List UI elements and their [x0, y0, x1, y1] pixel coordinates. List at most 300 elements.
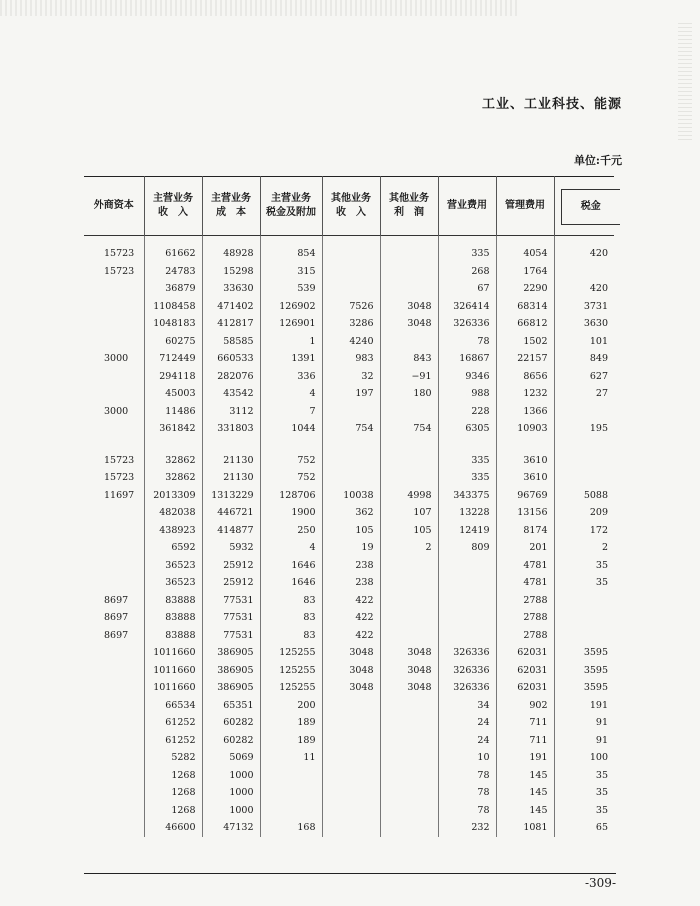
table-cell: 35: [554, 784, 614, 802]
table-cell: −91: [380, 368, 438, 386]
table-cell: [380, 452, 438, 470]
table-row: [84, 315, 614, 333]
table-cell: 326336: [438, 662, 496, 680]
table-cell: 24: [438, 714, 496, 732]
column-header-line: 其他业务: [389, 193, 429, 204]
table-cell: 250: [260, 522, 322, 540]
table-cell: 386905: [202, 662, 260, 680]
table-cell: 16867: [438, 350, 496, 368]
table-cell: [554, 263, 614, 281]
table-cell: [380, 627, 438, 645]
table-cell: 627: [554, 368, 614, 386]
table-cell: 335: [438, 452, 496, 470]
table-cell: 282076: [202, 368, 260, 386]
table-cell: 197: [322, 385, 380, 403]
table-cell: 10: [438, 749, 496, 767]
table-cell: 32: [322, 368, 380, 386]
table-cell: 43542: [202, 385, 260, 403]
table-cell: 22157: [496, 350, 554, 368]
table-row: [84, 403, 614, 421]
statistics-table: [84, 176, 614, 837]
table-cell: 15298: [202, 263, 260, 281]
table-row: [84, 644, 614, 662]
table-cell: 180: [380, 385, 438, 403]
table-row: [84, 592, 614, 610]
table-cell: 446721: [202, 504, 260, 522]
table-cell: 362: [322, 504, 380, 522]
table-cell: [322, 469, 380, 487]
table-cell: [322, 697, 380, 715]
table-cell: [84, 749, 144, 767]
table-cell: [84, 280, 144, 298]
table-cell: 83888: [144, 592, 202, 610]
column-header: [202, 177, 260, 236]
table-cell: [380, 263, 438, 281]
table-cell: [554, 452, 614, 470]
table-cell: 471402: [202, 298, 260, 316]
table-cell: 1313229: [202, 487, 260, 505]
table-cell: 45003: [144, 385, 202, 403]
table-cell: [438, 438, 496, 452]
table-row: [84, 280, 614, 298]
table-cell: 83888: [144, 627, 202, 645]
table-cell: 7526: [322, 298, 380, 316]
table-row: [84, 539, 614, 557]
table-cell: 4054: [496, 245, 554, 263]
table-cell: 1011660: [144, 679, 202, 697]
table-cell: 78: [438, 333, 496, 351]
table-cell: 3048: [380, 315, 438, 333]
table-cell: 126902: [260, 298, 322, 316]
table-cell: 8697: [104, 629, 129, 641]
table-cell: 172: [554, 522, 614, 540]
table-cell: 5932: [202, 539, 260, 557]
table-cell: [322, 403, 380, 421]
table-cell: 107: [380, 504, 438, 522]
table-cell: 19: [322, 539, 380, 557]
table-cell: 25912: [202, 557, 260, 575]
table-row: [84, 350, 614, 368]
table-cell: 13156: [496, 504, 554, 522]
table-cell: [322, 732, 380, 750]
table-cell: 238: [322, 557, 380, 575]
table-cell: 326336: [438, 679, 496, 697]
table-cell: 125255: [260, 644, 322, 662]
table-cell: 10903: [496, 420, 554, 438]
table-cell: 3048: [322, 679, 380, 697]
table-cell: 34: [438, 697, 496, 715]
table-cell: [322, 245, 380, 263]
table-cell: 3610: [496, 469, 554, 487]
table-row: [84, 438, 614, 452]
table-row: [84, 697, 614, 715]
table-cell: 268: [438, 263, 496, 281]
table-cell: 61252: [144, 732, 202, 750]
table-cell: 414877: [202, 522, 260, 540]
table-row: [84, 333, 614, 351]
table-row: [84, 298, 614, 316]
table-cell: 27: [554, 385, 614, 403]
table-cell: 195: [554, 420, 614, 438]
table-cell: 1900: [260, 504, 322, 522]
table-cell: [380, 574, 438, 592]
table-cell: 189: [260, 732, 322, 750]
table-cell: [84, 315, 144, 333]
table-cell: 15723: [104, 454, 135, 466]
table-cell: 4: [260, 539, 322, 557]
column-header: [144, 177, 202, 236]
table-row: [84, 557, 614, 575]
table-cell: [322, 802, 380, 820]
table-cell: 8697: [104, 594, 129, 606]
table-row: [84, 245, 614, 263]
table-cell: 335: [438, 245, 496, 263]
table-cell: [84, 679, 144, 697]
table-cell: [380, 819, 438, 837]
table-cell: [554, 403, 614, 421]
table-cell: [380, 438, 438, 452]
table-cell: 420: [554, 245, 614, 263]
table-cell: 660533: [202, 350, 260, 368]
table-cell: 36523: [144, 574, 202, 592]
table-cell: 60275: [144, 333, 202, 351]
table-cell: 988: [438, 385, 496, 403]
table-cell: [438, 574, 496, 592]
table-cell: 343375: [438, 487, 496, 505]
table-cell: 77531: [202, 592, 260, 610]
column-header-line: 收 入: [336, 207, 366, 218]
table-cell: 145: [496, 802, 554, 820]
table-cell: 1000: [202, 784, 260, 802]
table-cell: 209: [554, 504, 614, 522]
table-cell: [438, 609, 496, 627]
table-cell: 35: [554, 767, 614, 785]
table-cell: 8697: [104, 612, 129, 623]
table-cell: 105: [322, 522, 380, 540]
table-cell: 335: [438, 469, 496, 487]
table-cell: [84, 784, 144, 802]
table-row: [84, 784, 614, 802]
table-cell: 60282: [202, 732, 260, 750]
table-cell: [380, 732, 438, 750]
table-cell: 168: [260, 819, 322, 837]
table-cell: 83: [260, 627, 322, 645]
table-cell: 1232: [496, 385, 554, 403]
table-cell: 78: [438, 784, 496, 802]
table-cell: 1108458: [144, 298, 202, 316]
table-cell: 3000: [104, 353, 129, 364]
table-cell: 336: [260, 368, 322, 386]
table-cell: [380, 802, 438, 820]
column-header-line: 主营业务: [211, 193, 251, 204]
table-cell: 1000: [202, 802, 260, 820]
table-cell: 1366: [496, 403, 554, 421]
table-cell: 5069: [202, 749, 260, 767]
table-cell: 191: [496, 749, 554, 767]
table-cell: 62031: [496, 662, 554, 680]
header-row: [84, 177, 614, 236]
table-cell: 15723: [104, 472, 135, 483]
table-cell: 6305: [438, 420, 496, 438]
page-number: -309-: [584, 876, 616, 890]
table-cell: [322, 438, 380, 452]
table-cell: 15723: [104, 248, 135, 259]
table-cell: [84, 557, 144, 575]
table-cell: 9346: [438, 368, 496, 386]
table-cell: [84, 574, 144, 592]
table-cell: [260, 784, 322, 802]
scan-artifact-top: [0, 0, 520, 16]
table-cell: 983: [322, 350, 380, 368]
table-row: [84, 504, 614, 522]
table-cell: 711: [496, 732, 554, 750]
table-cell: 11: [260, 749, 322, 767]
table-cell: 1764: [496, 263, 554, 281]
table-cell: 15723: [104, 265, 135, 277]
table-cell: [438, 236, 496, 246]
table-cell: [322, 236, 380, 246]
table-cell: [380, 784, 438, 802]
table-cell: [84, 802, 144, 820]
table-cell: 68314: [496, 298, 554, 316]
table-row: [84, 236, 614, 246]
table-cell: [322, 784, 380, 802]
table-row: [84, 609, 614, 627]
table-cell: 126901: [260, 315, 322, 333]
table-cell: [380, 714, 438, 732]
table-cell: [554, 438, 614, 452]
table-cell: 3731: [554, 298, 614, 316]
table-cell: 752: [260, 452, 322, 470]
table-cell: 3048: [380, 298, 438, 316]
table-cell: [84, 333, 144, 351]
table-cell: [84, 385, 144, 403]
table-cell: [202, 438, 260, 452]
table-cell: 77531: [202, 609, 260, 627]
table-cell: 101: [554, 333, 614, 351]
table-cell: 4781: [496, 574, 554, 592]
table-cell: [380, 245, 438, 263]
table-cell: 3112: [202, 403, 260, 421]
table-cell: 1268: [144, 784, 202, 802]
table-cell: 1: [260, 333, 322, 351]
table-cell: 4: [260, 385, 322, 403]
table-cell: 4781: [496, 557, 554, 575]
column-header-line: 利 润: [394, 207, 424, 218]
table-cell: 238: [322, 574, 380, 592]
table-cell: 83888: [144, 609, 202, 627]
table-cell: [144, 438, 202, 452]
table-cell: 3000: [104, 405, 129, 417]
column-header-line: 营业费用: [447, 200, 487, 211]
table-cell: 809: [438, 539, 496, 557]
table-row: [84, 420, 614, 438]
table-row: [84, 802, 614, 820]
table-cell: 326414: [438, 298, 496, 316]
table-cell: 422: [322, 592, 380, 610]
table-cell: 3630: [554, 315, 614, 333]
table-cell: 24783: [144, 263, 202, 281]
table-cell: 438923: [144, 522, 202, 540]
table-cell: 78: [438, 802, 496, 820]
unit-label: 单位:千元: [573, 154, 622, 167]
table-row: [84, 714, 614, 732]
table-cell: [84, 732, 144, 750]
column-header-line: 成 本: [216, 207, 246, 218]
column-header-line: 其他业务: [331, 193, 371, 204]
table-cell: 3048: [322, 662, 380, 680]
table-cell: 24: [438, 732, 496, 750]
table-cell: 25912: [202, 574, 260, 592]
table-cell: 66812: [496, 315, 554, 333]
table-cell: 35: [554, 557, 614, 575]
table-cell: 61662: [144, 245, 202, 263]
table-cell: 65351: [202, 697, 260, 715]
table-cell: 712449: [144, 350, 202, 368]
table-cell: 35: [554, 802, 614, 820]
table-cell: 12419: [438, 522, 496, 540]
table-header: [84, 177, 614, 236]
column-header-line: 外商资本: [93, 200, 134, 211]
table-cell: 200: [260, 697, 322, 715]
table-cell: 32862: [144, 452, 202, 470]
table-row: [84, 522, 614, 540]
column-header-line: 收 入: [158, 207, 188, 218]
table-cell: [322, 767, 380, 785]
table-row: [84, 452, 614, 470]
table-cell: 331803: [202, 420, 260, 438]
table-cell: 1502: [496, 333, 554, 351]
table-cell: [144, 236, 202, 246]
table-cell: 422: [322, 609, 380, 627]
table-cell: 32862: [144, 469, 202, 487]
table-cell: 361842: [144, 420, 202, 438]
table-cell: 100: [554, 749, 614, 767]
table-cell: 96769: [496, 487, 554, 505]
table-cell: 1646: [260, 574, 322, 592]
table-cell: 1011660: [144, 662, 202, 680]
table-row: [84, 767, 614, 785]
table-cell: 62031: [496, 644, 554, 662]
table-row: [84, 679, 614, 697]
table-cell: 1268: [144, 767, 202, 785]
table-cell: 2: [554, 539, 614, 557]
table-cell: 315: [260, 263, 322, 281]
table-cell: 2013309: [144, 487, 202, 505]
table-cell: 5088: [554, 487, 614, 505]
table-cell: 47132: [202, 819, 260, 837]
table-cell: 1268: [144, 802, 202, 820]
table-cell: [84, 504, 144, 522]
table-cell: 13228: [438, 504, 496, 522]
table-row: [84, 574, 614, 592]
table-cell: 5282: [144, 749, 202, 767]
table-cell: [322, 714, 380, 732]
statistics-table-wrapper: [84, 176, 614, 837]
table-row: [84, 263, 614, 281]
table-cell: 3048: [380, 662, 438, 680]
table-cell: 854: [260, 245, 322, 263]
table-cell: [438, 627, 496, 645]
table-cell: 201: [496, 539, 554, 557]
table-row: [84, 732, 614, 750]
table-cell: 145: [496, 767, 554, 785]
table-cell: 145: [496, 784, 554, 802]
table-cell: 11486: [144, 403, 202, 421]
table-cell: 1044: [260, 420, 322, 438]
table-cell: 8174: [496, 522, 554, 540]
table-cell: 3286: [322, 315, 380, 333]
table-cell: 3595: [554, 662, 614, 680]
table-cell: 91: [554, 714, 614, 732]
table-cell: 754: [380, 420, 438, 438]
table-cell: [496, 438, 554, 452]
table-cell: [260, 767, 322, 785]
table-cell: 65: [554, 819, 614, 837]
table-cell: [438, 592, 496, 610]
table-cell: [380, 557, 438, 575]
table-cell: 1646: [260, 557, 322, 575]
table-cell: 78: [438, 767, 496, 785]
table-cell: [84, 236, 144, 246]
table-cell: 294118: [144, 368, 202, 386]
table-cell: 2788: [496, 609, 554, 627]
table-cell: [84, 767, 144, 785]
column-header-line: 税金: [580, 201, 601, 212]
table-cell: 420: [554, 280, 614, 298]
table-cell: [496, 236, 554, 246]
table-row: [84, 749, 614, 767]
table-cell: [380, 280, 438, 298]
table-cell: [260, 802, 322, 820]
table-cell: 3595: [554, 679, 614, 697]
table-cell: [380, 333, 438, 351]
table-cell: [84, 522, 144, 540]
table-cell: 412817: [202, 315, 260, 333]
table-cell: [322, 452, 380, 470]
table-cell: 36879: [144, 280, 202, 298]
column-header-line: 主营业务: [153, 193, 193, 204]
table-cell: [84, 368, 144, 386]
column-header: [380, 177, 438, 236]
table-cell: 125255: [260, 662, 322, 680]
table-cell: 33630: [202, 280, 260, 298]
table-cell: 1048183: [144, 315, 202, 333]
table-cell: 7: [260, 403, 322, 421]
table-row: [84, 385, 614, 403]
table-cell: 77531: [202, 627, 260, 645]
table-cell: 1000: [202, 767, 260, 785]
table-row: [84, 819, 614, 837]
column-header: [84, 177, 144, 236]
table-cell: [554, 609, 614, 627]
table-cell: 902: [496, 697, 554, 715]
table-cell: 711: [496, 714, 554, 732]
table-cell: 1081: [496, 819, 554, 837]
table-cell: 67: [438, 280, 496, 298]
table-cell: 2788: [496, 627, 554, 645]
table-cell: 35: [554, 574, 614, 592]
column-header: [322, 177, 380, 236]
table-cell: [84, 539, 144, 557]
table-cell: 62031: [496, 679, 554, 697]
table-cell: [438, 557, 496, 575]
table-cell: [260, 236, 322, 246]
column-header: [554, 177, 614, 236]
table-cell: 61252: [144, 714, 202, 732]
table-cell: 48928: [202, 245, 260, 263]
table-cell: 2290: [496, 280, 554, 298]
